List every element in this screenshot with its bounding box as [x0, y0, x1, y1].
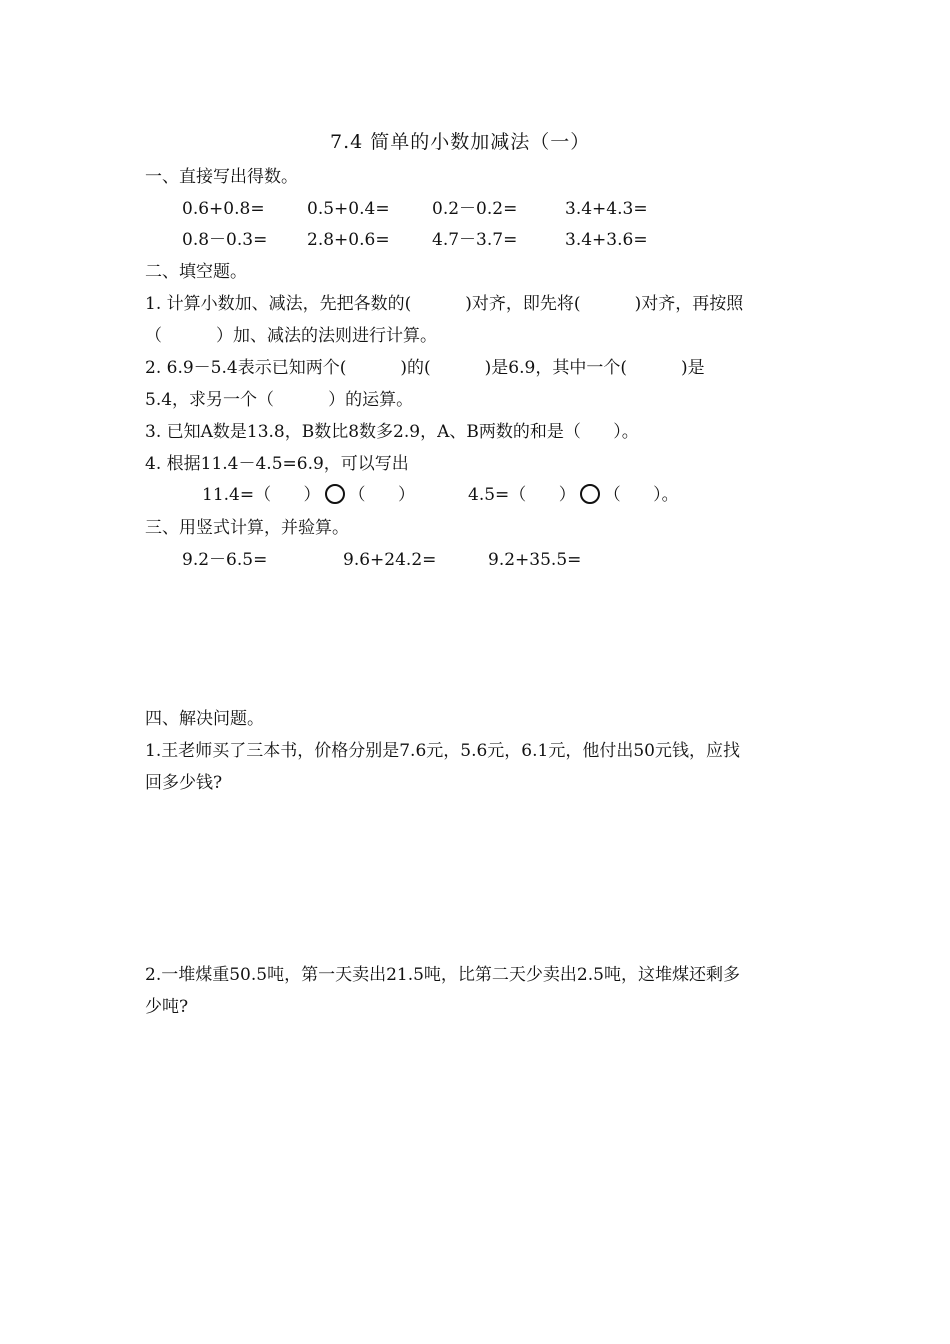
fill-q2-line2: 5.4，求另一个（ ）的运算。	[145, 390, 414, 410]
vertical-problem-3: 9.2+35.5=	[488, 550, 582, 570]
problem-1-3: 0.2－0.2=	[432, 199, 518, 219]
problem-1-4: 3.4+4.3=	[565, 199, 648, 219]
problem-1-2: 0.5+0.4=	[307, 199, 390, 219]
section4-heading: 四、解决问题。	[145, 709, 264, 729]
word-problem-2-line2: 少吨?	[145, 997, 189, 1017]
fill-q1-line1: 1. 计算小数加、减法，先把各数的( )对齐，即先将( )对齐，再按照	[145, 294, 744, 314]
fill-q4-line2	[202, 484, 415, 506]
problem-2-3: 4.7－3.7=	[432, 230, 518, 250]
word-problem-2-line1: 2.一堆煤重50.5吨，第一天卖出21.5吨，比第二天少卖出2.5吨，这堆煤还剩多	[145, 965, 740, 985]
section1-heading: 一、直接写出得数。	[145, 167, 298, 187]
fill-q4-part4: （ ）。	[603, 485, 679, 505]
word-problem-1-line2: 回多少钱?	[145, 773, 223, 793]
vertical-problem-2: 9.6+24.2=	[343, 550, 437, 570]
fill-q4-part3: 4.5=（ ）	[468, 485, 576, 505]
word-problem-1-line1: 1.王老师买了三本书，价格分别是7.6元，5.6元，6.1元，他付出50元钱，应找	[145, 741, 740, 761]
problem-2-2: 2.8+0.6=	[307, 230, 390, 250]
fill-q4-line2b	[468, 484, 679, 506]
fill-q4-line1: 4. 根据11.4－4.5=6.9，可以写出	[145, 454, 409, 474]
problem-2-4: 3.4+3.6=	[565, 230, 648, 250]
fill-q1-line2: （ ）加、减法的法则进行计算。	[145, 326, 438, 346]
vertical-problem-1: 9.2－6.5=	[182, 550, 268, 570]
fill-q3: 3. 已知A数是13.8，B数比8数多2.9，A、B两数的和是（ ）。	[145, 422, 639, 442]
section2-heading: 二、填空题。	[145, 262, 247, 282]
section3-heading: 三、用竖式计算，并验算。	[145, 518, 349, 538]
problem-1-1: 0.6+0.8=	[182, 199, 265, 219]
fill-q2-line1: 2. 6.9－5.4表示已知两个( )的( )是6.9，其中一个( )是	[145, 358, 705, 378]
fill-q4-part1: 11.4=（ ）	[202, 485, 321, 505]
problem-2-1: 0.8－0.3=	[182, 230, 268, 250]
page-title: 7.4 简单的小数加减法（一）	[330, 131, 591, 153]
fill-q4-part2: （ ）	[348, 485, 415, 505]
operator-circle-icon	[325, 484, 345, 504]
operator-circle-icon	[580, 484, 600, 504]
